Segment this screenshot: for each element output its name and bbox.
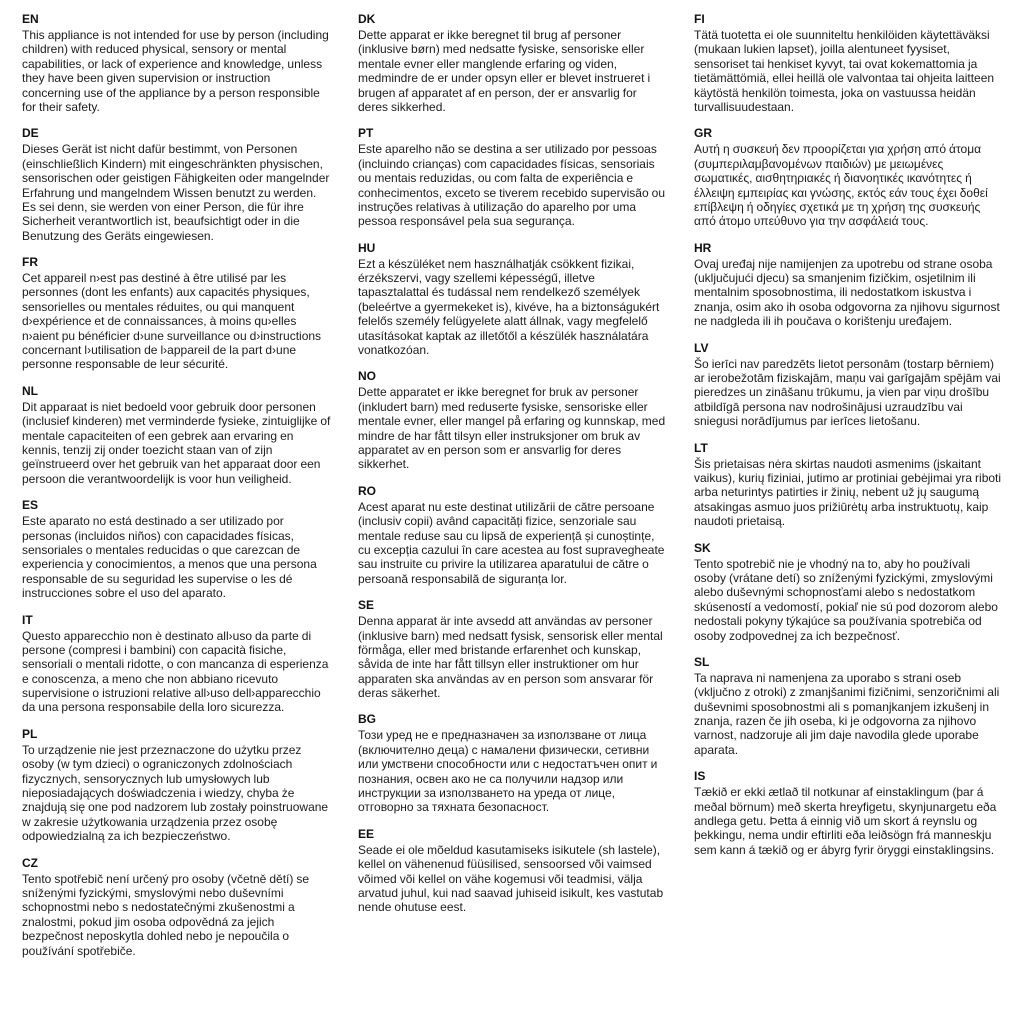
lang-code: EN	[22, 12, 39, 26]
column-1	[22, 12, 332, 970]
lang-code: SE	[358, 598, 375, 613]
lang-section-lv	[694, 341, 1004, 429]
lang-code: IS	[694, 769, 706, 784]
lang-code: FR	[22, 255, 38, 270]
lang-text: Dette apparatet er ikke beregnet for bruk av personer (inkludert barn) med reduserte fysiske, sensoriske eller mentale evner, eller mangel på erfaring og kunnskap, med mindre de har fått tilsyn eller instruksjoner om bruk av apparatet av en person som er ansvarlig for deres sikkerhet.	[358, 385, 666, 472]
lang-text: Questo apparecchio non è destinato all›uso da parte di persone (compresi i bambini) con capacità fisiche, sensoriali o mentali ridotte, o con mancanza di esperienza e conoscenza, a meno che non abbiano ricevuto supervisione o istruzioni relative all›uso dell›apparecchio da una persona responsabile della loro sicurezza.	[22, 628, 329, 715]
lang-section-pt	[358, 126, 668, 228]
lang-code: CZ	[22, 855, 38, 870]
lang-section-ro	[358, 484, 668, 586]
lang-text: Denna apparat är inte avsedd att användas av personer (inklusive barn) med nedsatt fysisk, sensorisk eller mental förmåga, eller med bristande erfarenhet och kunskap, såvida de inte har fått tillsyn eller instruktioner om hur apparaten ska användas av en person som ansvarar för deras säkerhet.	[358, 614, 663, 701]
lang-text: Tento spotrebič nie je vhodný na to, aby ho používali osoby (vrátane detí) so zníženými fyzickými, zmyslovými alebo duševnými schopnosťami alebo s nedostatkom skúseností a vedomostí, pokiaľ nie sú pod dozorom alebo nedostali pokyny týkajúce sa používania spotrebiča od osoby zodpovednej za ich bezpečnosť.	[694, 556, 998, 643]
lang-section-bg	[358, 712, 668, 814]
lang-section-cz	[22, 856, 332, 958]
lang-code: HU	[358, 240, 376, 255]
lang-code: RO	[358, 483, 376, 498]
lang-section-gr	[694, 126, 1004, 228]
lang-code: NL	[22, 383, 38, 398]
lang-section-it	[22, 613, 332, 715]
lang-text: Cet appareil n›est pas destiné à être utilisé par les personnes (dont les enfants) aux capacités physiques, sensorielles ou mentales réduites, ou qui manquent d›expérience et de connaissances, à moins qu›elles n›aient pu bénéficier d›une surveillance ou d›instructions concernant l›utilisation de l›appareil de la part d›une personne responsable de leur sécurité.	[22, 271, 322, 372]
lang-code: EE	[358, 826, 375, 841]
lang-section-pl	[22, 727, 332, 844]
lang-section-ee	[358, 827, 668, 915]
lang-text: Šis prietaisas nėra skirtas naudoti asmenims (įskaitant vaikus), kurių fiziniai, jutimo ar protiniai gebėjimai yra riboti arba neturintys patirties ir žinių, nebent už jų saugumą atsakingas asmuo juos prižiūrėtų arba instruktuotų, kaip naudoti prietaisą.	[694, 456, 1002, 529]
lang-section-is	[694, 769, 1004, 857]
lang-code: SK	[694, 540, 711, 555]
lang-text: Šo ierīci nav paredzēts lietot personām (tostarp bērniem) ar ierobežotām fiziskajām, maņu vai garīgajām spējām vai pieredzes un zināšanu trūkumu, ja vien par viņu drošību atbildīgā persona nav nodrošinājusi uzraudzību vai sniegusi norādījumus par ierīces lietošanu.	[694, 356, 1001, 429]
lang-section-en	[22, 12, 332, 114]
lang-code: PL	[22, 726, 38, 741]
lang-text: Acest aparat nu este destinat utilizării de către persoane (inclusiv copii) având capacități fizice, senzoriale sau mentale reduse sau cu lipsă de experiență și cunoștințe, cu excepția cazului în care acestea au fost supravegheate sau instruite cu privire la utilizarea aparatului de către o persoană responsabilă de siguranța lor.	[358, 499, 665, 586]
lang-text: Ezt a készüléket nem használhatják csökkent fizikai, érzékszervi, vagy szellemi képességű, illetve tapasztalattal és tudással nem rendelkező személyek (beleértve a gyermekeket is), kivéve, ha a biztonságukért felelős személy felügyelete alatt állnak, vagy megfelelő utasításokat kaptak az illetőtől a készülék használatára vonatkozóan.	[358, 256, 660, 358]
lang-text: Dette apparat er ikke beregnet til brug af personer (inklusive børn) med nedsatte fysiske, sensoriske eller mentale evner eller manglende erfaring og viden, medmindre de er under opsyn eller er blevet instrueret i brugen af apparatet af en person, der er ansvarlig for deres sikkerhed.	[358, 28, 651, 114]
lang-code: PT	[358, 126, 374, 141]
lang-code: DK	[358, 12, 376, 26]
lang-code: NO	[358, 369, 376, 384]
lang-text: This appliance is not intended for use by person (including children) with reduced physical, sensory or mental capabilities, or lack of experience and knowledge, unless they have been given supervision or instruction concerning use of the appliance by a person responsible for their safety.	[22, 28, 329, 114]
lang-section-es	[22, 498, 332, 600]
lang-section-sl	[694, 655, 1004, 757]
lang-text: Tækið er ekki ætlað til notkunar af einstaklingum (þar á meðal börnum) með skerta hreyfigetu, skynjunargetu eða andlega getu. Þetta á einnig við um skort á reynslu og þekkingu, nema undir eftirliti eða leiðsögn frá manneskju sem kann á tækið og er ábyrg fyrir öryggi einstaklingsins.	[694, 785, 997, 857]
lang-text: Този уред не е предназначен за използване от лица (включително деца) с намалени физически, сетивни или умствени способности или с недостатъчен опит и познания, освен ако не са получили надзор или инструкции за използването на уреда от лице, отговорно за тяхната безопасност.	[358, 728, 658, 815]
lang-text: Este aparelho não se destina a ser utilizado por pessoas (incluindo crianças) com capacidades físicas, sensoriais ou mentais reduzidas, ou com falta de experiência e conhecimentos, exceto se tiverem recebido supervisão ou instruções relativas à utilização do aparelho por uma pessoa responsável pela sua segurança.	[358, 142, 666, 229]
lang-code: LV	[694, 340, 709, 355]
lang-section-se	[358, 598, 668, 700]
column-2	[358, 12, 668, 927]
lang-code: ES	[22, 498, 39, 513]
lang-section-hu	[358, 241, 668, 358]
lang-section-fi	[694, 12, 1004, 114]
lang-code: FI	[694, 12, 705, 26]
lang-text: Ovaj uređaj nije namijenjen za upotrebu od strane osoba (uključujući djecu) sa smanjenim fizičkim, osjetilnim ili mentalnim sposobnostima, ili nedostatkom iskustva i znanja, osim ako ih osoba odgovorna za njihovu sigurnost ne nadgleda ili ih poučava o korištenju uređajem.	[694, 256, 1000, 329]
lang-code: LT	[694, 440, 708, 455]
lang-code: SL	[694, 654, 710, 669]
lang-section-lt	[694, 441, 1004, 529]
lang-section-dk	[358, 12, 668, 114]
lang-code: DE	[22, 126, 39, 141]
lang-text: Αυτή η συσκευή δεν προορίζεται για χρήση από άτομα (συμπεριλαμβανομένων παιδιών) με μειωμένες σωματικές, αισθητηριακές ή διανοητικές ικανότητες ή έλλειψη εμπειρίας και γνώσης, εκτός εάν τους έχει δοθεί επίβλεψη ή οδηγίες σχετικά με τη χρήση της συσκευής από άτομο υπεύθυνο για την ασφάλειά τους.	[694, 142, 988, 229]
lang-section-fr	[22, 255, 332, 372]
lang-section-de	[22, 126, 332, 243]
lang-text: Ta naprava ni namenjena za uporabo s strani oseb (vključno z otroki) z zmanjšanimi fizičnimi, senzoričnimi ali duševnimi sposobnostmi ali s pomanjkanjem izkušenj in znanja, razen če jih oseba, ki je odgovorna za njihovo varnost, nadzoruje ali jim daje navodila glede uporabe aparata.	[694, 670, 1000, 757]
lang-section-nl	[22, 384, 332, 486]
lang-text: To urządzenie nie jest przeznaczone do użytku przez osoby (w tym dzieci) o ograniczonych zdolnościach fizycznych, sensorycznych lub umysłowych lub nieposiadających doświadczenia i wiedzy, chyba że znajdują się one pod nadzorem lub zostały poinstruowane w zakresie użytkowania urządzenia przez osobę odpowiedzialną za ich bezpieczeństwo.	[22, 742, 329, 844]
lang-text: Dieses Gerät ist nicht dafür bestimmt, von Personen (einschließlich Kindern) mit eingeschränkten physischen, sensorischen oder geistigen Fähigkeiten oder mangelnder Erfahrung und mangelndem Wissen benutzt zu werden. Es sei denn, sie werden von einer Person, die für ihre Sicherheit verantwortlich ist, beaufsichtigt oder in die Benutzung des Geräts eingewiesen.	[22, 142, 330, 243]
lang-code: HR	[694, 240, 712, 255]
lang-text: Tento spotřebič není určený pro osoby (včetně dětí) se sníženými fyzickými, smyslovými nebo duševními schopnostmi nebo s nedostatečnými zkušenostmi a znalostmi, pokud jim osoba odpovědná za jejich bezpečnost neposkytla dohled nebo je nepoučila o používání spotřebiče.	[22, 871, 310, 958]
lang-text: Dit apparaat is niet bedoeld voor gebruik door personen (inclusief kinderen) met verminderde fysieke, zintuiglijke of mentale capaciteiten of een gebrek aan ervaring en kennis, tenzij zij onder toezicht staan van of zijn geïnstrueerd over het gebruik van het apparaat door een persoon die verantwoordelijk is voor hun veiligheid.	[22, 399, 331, 486]
lang-text: Este aparato no está destinado a ser utilizado por personas (incluidos niños) con capacidades físicas, sensoriales o mentales reducidas o que carezcan de experiencia y conocimientos, a menos que una persona responsable de su seguridad les supervise o les dé instrucciones sobre el uso del aparato.	[22, 514, 317, 601]
column-3	[694, 12, 1004, 869]
lang-section-no	[358, 369, 668, 471]
lang-code: GR	[694, 126, 712, 141]
lang-section-hr	[694, 241, 1004, 329]
lang-section-sk	[694, 541, 1004, 643]
lang-code: IT	[22, 612, 33, 627]
lang-text: Tätä tuotetta ei ole suunniteltu henkilöiden käytettäväksi (mukaan lukien lapset), joilla alentuneet fyysiset, sensoriset tai henkiset kyvyt, tai ovat kokemattomia ja tietämättömiä, ellei heillä ole valvontaa tai ohjeita laitteen käytöstä henkilön toimesta, joka on vastuussa heidän turvallisuudestaan.	[694, 28, 995, 114]
lang-code: BG	[358, 712, 376, 727]
lang-text: Seade ei ole mõeldud kasutamiseks isikutele (sh lastele), kellel on vähenenud füüsilised, sensoorsed või vaimsed võimed või kellel on vähe kogemusi või teadmisi, välja arvatud juhul, kui nad saavad juhiseid isikult, kes vastutab nende ohutuse eest.	[358, 842, 664, 915]
